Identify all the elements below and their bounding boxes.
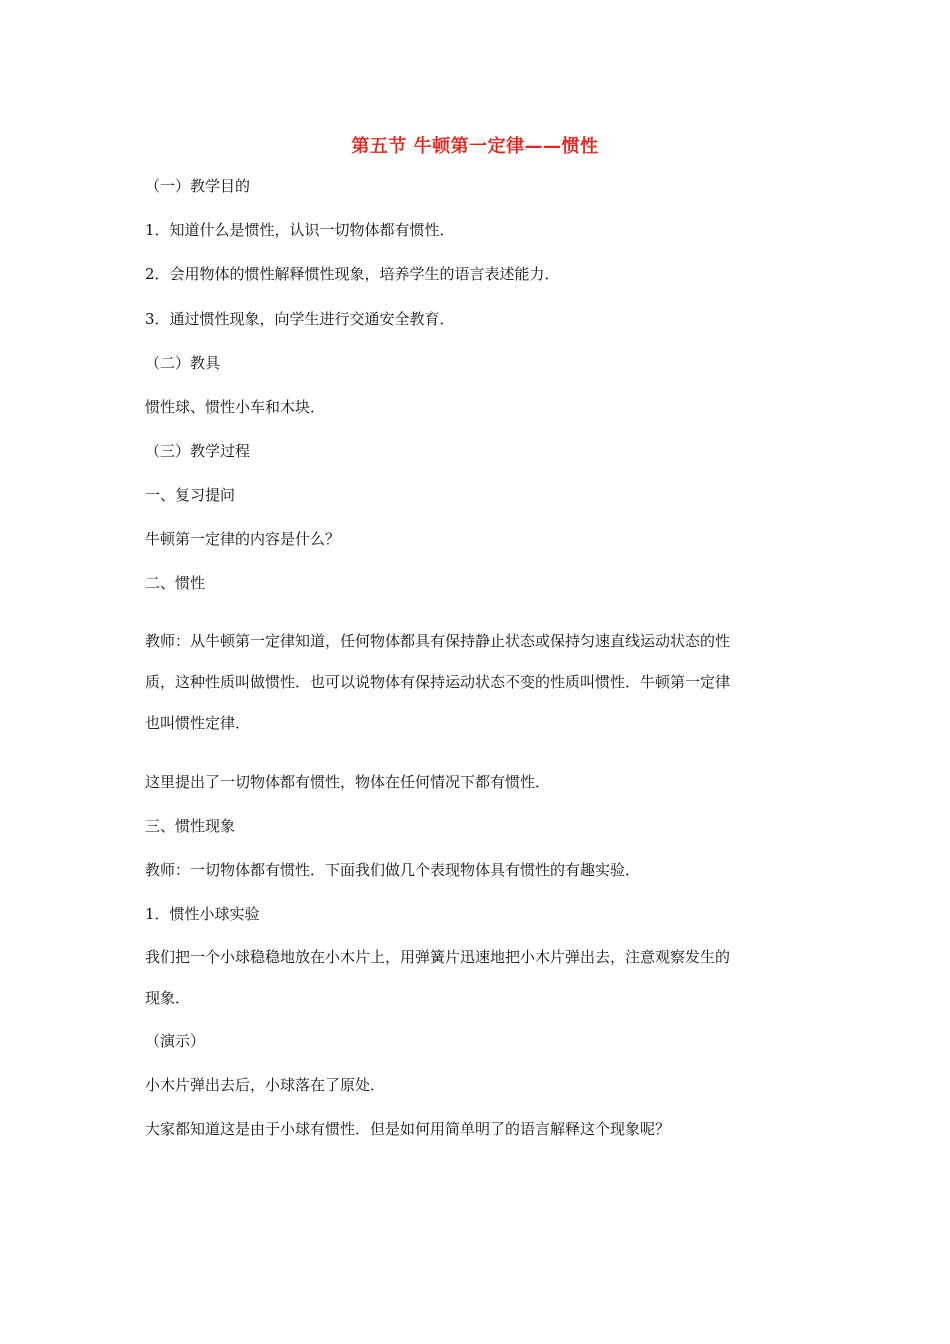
objective-item-2: 2．会用物体的惯性解释惯性现象，培养学生的语言表述能力． (145, 265, 560, 283)
paragraph-line: 质，这种性质叫做惯性．也可以说物体有保持运动状态不变的性质叫惯性．牛顿第一定律 (145, 673, 731, 691)
paragraph-line: 我们把一个小球稳稳地放在小木片上，用弹簧片迅速地把小木片弹出去，注意观察发生的 (145, 948, 731, 966)
section-heading-objectives: （一）教学目的 (145, 177, 251, 195)
equipment-text: 惯性球、惯性小车和木块． (145, 398, 326, 416)
objective-item-1: 1．知道什么是惯性，认识一切物体都有惯性． (145, 221, 455, 239)
paragraph-line: 也叫惯性定律． (145, 714, 251, 732)
review-question: 牛顿第一定律的内容是什么？ (145, 530, 341, 548)
demo-note: （演示） (145, 1032, 206, 1050)
section-heading-equipment: （二）教具 (145, 354, 221, 372)
subheading-inertia: 二、惯性 (145, 574, 206, 592)
subheading-phenomena: 三、惯性现象 (145, 817, 236, 835)
subheading-review: 一、复习提问 (145, 486, 236, 504)
paragraph-line: 小木片弹出去后，小球落在了原处． (145, 1076, 386, 1094)
paragraph-line: 这里提出了一切物体都有惯性，物体在任何情况下都有惯性． (145, 773, 551, 791)
paragraph-line: 大家都知道这是由于小球有惯性．但是如何用简单明了的语言解释这个现象呢？ (145, 1120, 671, 1138)
page-title: 第五节 牛顿第一定律——惯性 (351, 136, 599, 157)
objective-item-3: 3．通过惯性现象，向学生进行交通安全教育． (145, 310, 455, 328)
paragraph-line: 现象． (145, 989, 191, 1007)
paragraph-line: 教师：从牛顿第一定律知道，任何物体都具有保持静止状态或保持匀速直线运动状态的性 (145, 632, 731, 650)
paragraph-line: 教师：一切物体都有惯性．下面我们做几个表现物体具有惯性的有趣实验． (145, 861, 641, 879)
experiment-heading: 1．惯性小球实验 (145, 905, 260, 923)
section-heading-process: （三）教学过程 (145, 442, 251, 460)
